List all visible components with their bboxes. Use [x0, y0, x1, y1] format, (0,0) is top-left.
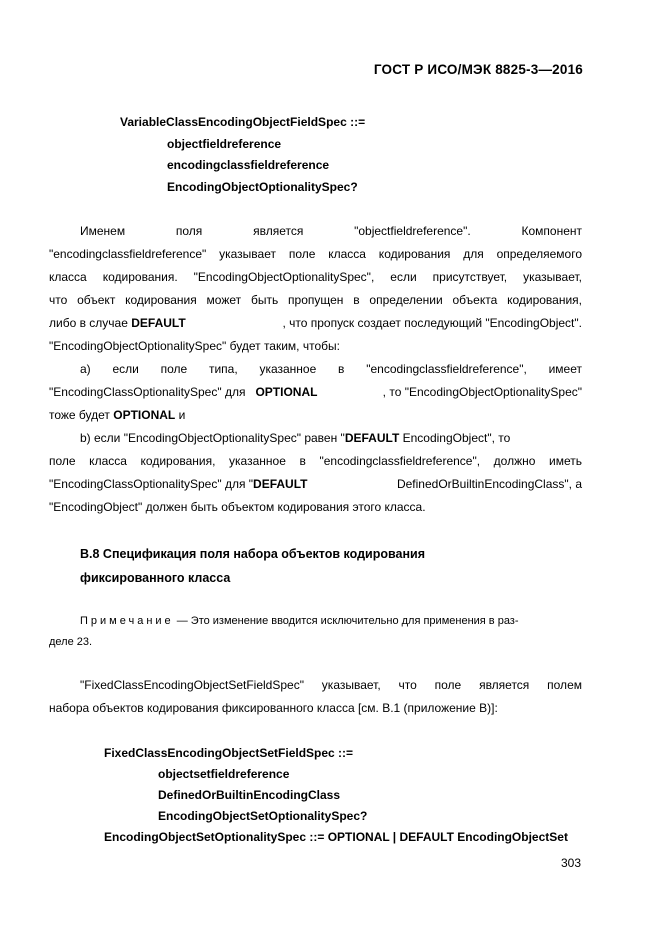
text-line: "FixedClassEncodingObjectSetFieldSpec" указывает, что поле является полем — [80, 678, 582, 692]
heading-line: фиксированного класса — [80, 571, 231, 585]
code-line: VariableClassEncodingObjectFieldSpec ::= — [120, 115, 366, 129]
paragraph — [49, 220, 582, 358]
keyword: OPTIONAL — [255, 385, 318, 399]
text-fragment: и — [175, 408, 186, 422]
word: является — [253, 224, 304, 238]
code-line: encodingclassfieldreference — [167, 158, 330, 172]
text-fragment: b) если "EncodingObjectOptionalitySpec" равен " — [80, 431, 345, 445]
text-line: деле 23. — [49, 636, 93, 648]
code-line: EncodingObjectSetOptionalitySpec? — [158, 809, 368, 823]
text-line: а) если поле типа, указанное в "encodingclassfieldreference", имеет — [80, 362, 582, 376]
list-item-b — [49, 427, 582, 519]
code-line: EncodingObjectSetOptionalitySpec ::= OPTIONAL | DEFAULT EncodingObjectSet — [104, 830, 568, 844]
note-label: Примечание — [80, 615, 174, 627]
text-line — [49, 473, 582, 496]
keyword: DEFAULT — [253, 477, 308, 491]
note-text: Это изменение вводится исключительно для применения в раз- — [190, 615, 519, 627]
code-line: objectfieldreference — [167, 137, 282, 151]
text-line — [49, 220, 582, 243]
text-line: класса кодирования. "EncodingObjectOptionalitySpec", если присутствует, указывает, — [49, 270, 582, 284]
text-fragment — [80, 427, 510, 450]
code-line: DefinedOrBuiltinEncodingClass — [158, 788, 341, 802]
text-line — [49, 427, 582, 450]
list-item-a — [49, 358, 582, 427]
text-line: набора объектов кодирования фиксированного класса [см. B.1 (приложение B)]: — [49, 701, 498, 715]
word: поля — [175, 224, 203, 238]
code-line: EncodingObjectOptionalitySpec? — [167, 180, 358, 194]
section-heading — [80, 542, 425, 590]
text-line: "encodingclassfieldreference" указывает поле класса кодирования для определяемого — [49, 247, 582, 261]
keyword: DEFAULT — [344, 431, 400, 445]
keyword: OPTIONAL — [113, 408, 176, 422]
text-line — [49, 381, 582, 404]
text-fragment — [49, 473, 308, 496]
text-line: "EncodingObjectOptionalitySpec" будет таким, чтобы: — [49, 339, 340, 353]
word: Именем — [80, 224, 126, 238]
text-fragment: тоже будет — [49, 408, 110, 422]
text-line: что объект кодирования может быть пропущен в определении объекта кодирования, — [49, 293, 582, 307]
text-fragment — [49, 312, 186, 335]
word: "objectfieldreference". — [354, 224, 471, 238]
document-header: ГОСТ Р ИСО/МЭК 8825-3—2016 — [373, 62, 583, 77]
text-fragment: , то "EncodingObjectOptionalitySpec" — [382, 385, 582, 399]
text-fragment: , что пропуск создает последующий "EncodingObject". — [282, 316, 582, 330]
text-fragment — [49, 381, 317, 404]
note — [49, 611, 582, 653]
page-number: 303 — [560, 856, 581, 870]
code-line: FixedClassEncodingObjectSetFieldSpec ::= — [104, 746, 354, 760]
text-line: поле класса кодирования, указанное в "encodingclassfieldreference", должно иметь — [49, 454, 582, 468]
word: Компонент — [521, 224, 582, 238]
text-line: "EncodingObject" должен быть объектом кодирования этого класса. — [49, 500, 426, 514]
code-line: objectsetfieldreference — [158, 767, 290, 781]
text-fragment: либо в случае — [49, 316, 128, 330]
keyword: DEFAULT — [131, 316, 186, 330]
heading-line: B.8 Спецификация поля набора объектов кодирования — [80, 547, 426, 561]
text-fragment: "EncodingClassOptionalitySpec" для — [49, 385, 246, 399]
text-line — [49, 312, 582, 335]
text-line — [49, 611, 582, 632]
text-fragment: DefinedOrBuiltinEncodingClass", а — [396, 477, 582, 491]
paragraph — [49, 674, 582, 720]
note-dash: — — [173, 615, 191, 627]
text-fragment: EncodingObject", то — [399, 431, 511, 445]
text-fragment: "EncodingClassOptionalitySpec" для " — [49, 477, 254, 491]
text-line — [49, 404, 582, 427]
